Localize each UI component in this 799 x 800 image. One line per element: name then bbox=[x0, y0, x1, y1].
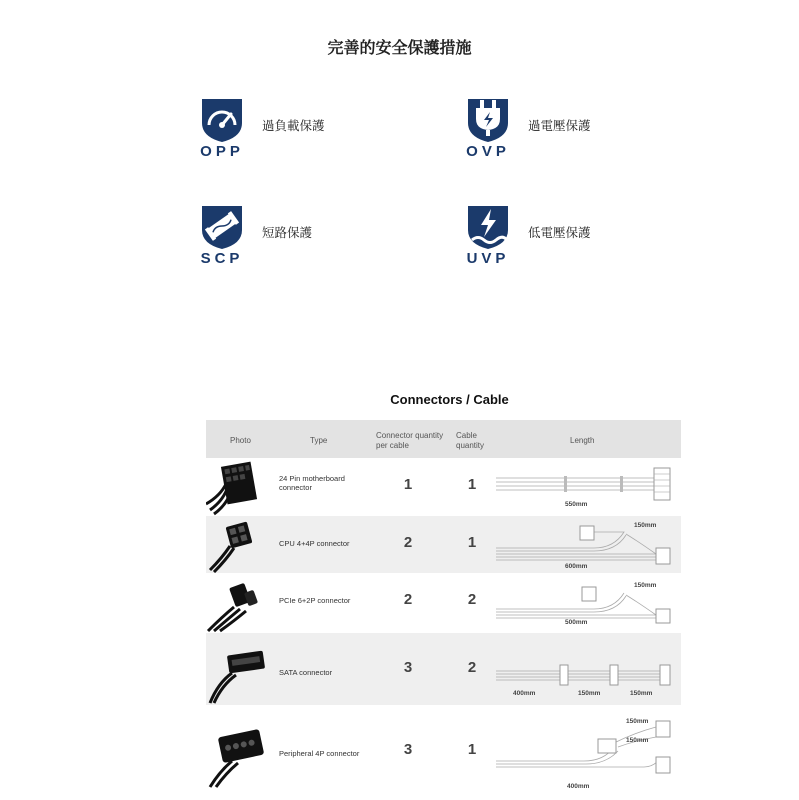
length-label: 150mm bbox=[630, 690, 653, 697]
length-label: 500mm bbox=[565, 619, 588, 626]
cable-qty: 2 bbox=[467, 659, 477, 676]
header-photo: Photo bbox=[230, 436, 251, 445]
protection-label: 低電壓保護 bbox=[528, 225, 591, 240]
length-label: 150mm bbox=[626, 737, 649, 744]
length-label: 150mm bbox=[578, 690, 601, 697]
table-row bbox=[206, 573, 681, 633]
protection-opp bbox=[200, 97, 430, 167]
protection-scp bbox=[200, 204, 430, 274]
connector-type: 24 Pin motherboard connector bbox=[279, 474, 345, 492]
cable-diagram bbox=[494, 649, 676, 689]
connector-type: PCIe 6+2P connector bbox=[279, 596, 351, 605]
length-label: 400mm bbox=[567, 783, 590, 790]
protection-code: UVP bbox=[466, 250, 510, 267]
table-header bbox=[206, 420, 681, 458]
pcie-connector-photo bbox=[206, 573, 276, 633]
connector-type: Peripheral 4P connector bbox=[279, 749, 360, 758]
fuse-icon bbox=[200, 204, 244, 250]
connectors-table bbox=[206, 420, 681, 800]
protection-ovp bbox=[466, 97, 696, 167]
qty-per-cable: 1 bbox=[403, 476, 413, 493]
page-title: 完善的安全保護措施 bbox=[327, 38, 472, 57]
peripheral-connector-photo bbox=[206, 715, 276, 790]
cable-qty: 1 bbox=[467, 534, 477, 551]
cable-qty: 1 bbox=[467, 476, 477, 493]
header-length: Length bbox=[570, 436, 595, 445]
table-row bbox=[206, 516, 681, 573]
cable-qty: 2 bbox=[467, 591, 477, 608]
lightning-icon bbox=[466, 204, 510, 250]
gauge-icon bbox=[200, 97, 244, 143]
connector-type: CPU 4+4P connector bbox=[279, 539, 350, 548]
protection-code: SCP bbox=[200, 250, 244, 267]
sata-connector-photo bbox=[206, 633, 276, 705]
cable-diagram bbox=[494, 717, 676, 779]
protection-label: 過負載保護 bbox=[262, 118, 325, 133]
protection-code: OVP bbox=[466, 143, 510, 160]
table-row bbox=[206, 633, 681, 705]
qty-per-cable: 2 bbox=[403, 591, 413, 608]
length-label: 550mm bbox=[565, 501, 588, 508]
length-label: 150mm bbox=[634, 522, 657, 529]
length-label: 600mm bbox=[565, 563, 588, 570]
plug-icon bbox=[466, 97, 510, 143]
24pin-connector-photo bbox=[206, 458, 276, 516]
length-label: 150mm bbox=[626, 718, 649, 725]
cpu-connector-photo bbox=[206, 516, 276, 573]
header-cable-qty: Cable quantity bbox=[456, 431, 485, 450]
length-label: 400mm bbox=[513, 690, 536, 697]
connector-type: SATA connector bbox=[279, 668, 333, 677]
qty-per-cable: 2 bbox=[403, 534, 413, 551]
qty-per-cable: 3 bbox=[403, 659, 413, 676]
protection-code: OPP bbox=[200, 143, 244, 160]
connectors-title: Connectors / Cable bbox=[390, 392, 509, 407]
qty-per-cable: 3 bbox=[403, 741, 413, 758]
cable-qty: 1 bbox=[467, 741, 477, 758]
header-type: Type bbox=[310, 436, 328, 445]
protection-label: 短路保護 bbox=[262, 225, 313, 240]
header-qty-per-cable: Connector quantity per cable bbox=[376, 431, 444, 450]
table-row bbox=[206, 458, 681, 516]
table-row bbox=[206, 705, 681, 800]
protection-uvp bbox=[466, 204, 696, 274]
protection-label: 過電壓保護 bbox=[528, 118, 591, 133]
length-label: 150mm bbox=[634, 582, 657, 589]
cable-diagram bbox=[494, 466, 676, 506]
